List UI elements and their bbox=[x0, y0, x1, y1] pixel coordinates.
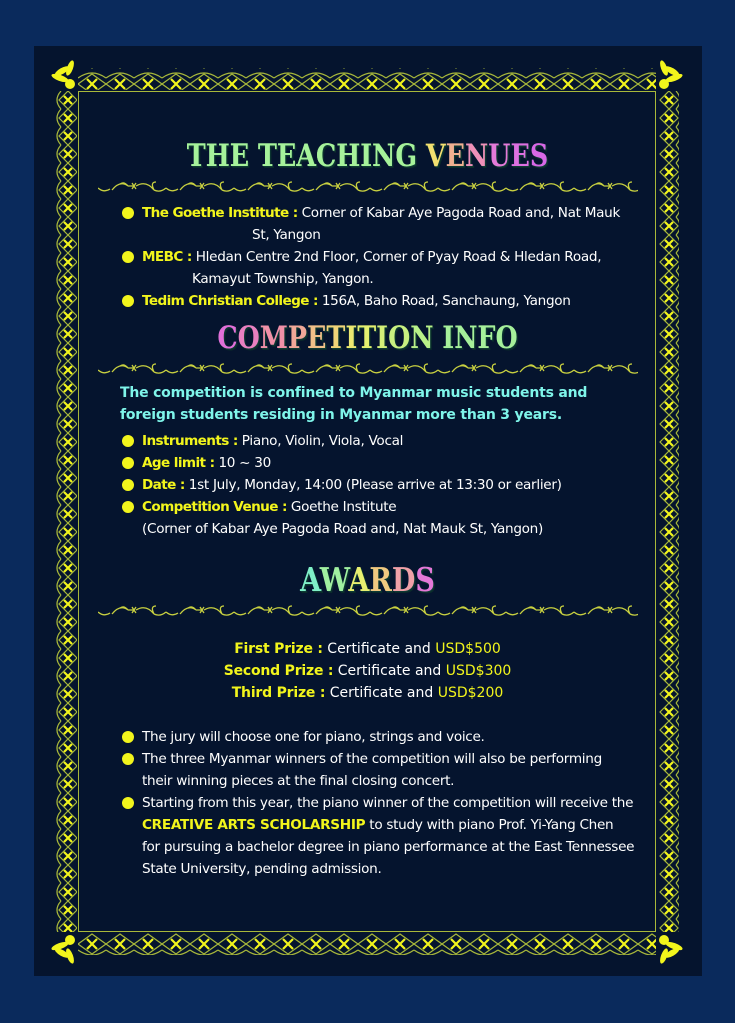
scholarship-highlight: CREATIVE ARTS SCHOLARSHIP bbox=[142, 817, 366, 833]
prize-row bbox=[90, 682, 645, 704]
bullet-dot-icon bbox=[122, 251, 134, 263]
flourish-path bbox=[98, 606, 638, 615]
top-chain-border bbox=[78, 68, 656, 90]
leaf-corner-ornament-icon bbox=[658, 59, 683, 89]
leaf-corner-ornament-icon bbox=[51, 59, 76, 89]
bullet-dot-icon bbox=[122, 501, 134, 513]
bullet-dot-icon bbox=[122, 457, 134, 469]
venue-text: 156A, Baho Road, Sanchaung, Yangon bbox=[317, 293, 571, 309]
flourish-path bbox=[98, 364, 638, 373]
prize-list bbox=[90, 638, 645, 704]
awards-notes bbox=[90, 726, 645, 880]
right-chain-border bbox=[657, 91, 679, 932]
note-text: The three Myanmar winners of the competition will also be performing their winning pieces at the final closing concert. bbox=[142, 751, 602, 789]
prize-amount: USD$200 bbox=[437, 685, 504, 701]
prize-amount: USD$300 bbox=[445, 663, 512, 679]
info-text-cont: (Corner of Kabar Aye Pagoda Road and, Nat Mauk St, Yangon) bbox=[142, 521, 544, 537]
info-label: Instruments : bbox=[142, 433, 238, 449]
info-label: Competition Venue : bbox=[142, 499, 287, 515]
list-item bbox=[120, 474, 645, 496]
bullet-dot-icon bbox=[122, 435, 134, 447]
prize-text: Certificate and bbox=[333, 663, 446, 679]
venue-label: MEBC : bbox=[142, 249, 192, 265]
list-item bbox=[120, 748, 635, 792]
list-item bbox=[120, 202, 645, 246]
prize-amount: USD$500 bbox=[435, 641, 501, 657]
prize-label: First Prize : bbox=[234, 641, 323, 657]
note-text: Starting from this year, the piano winner of the competition will receive the bbox=[142, 795, 634, 811]
info-label: Date : bbox=[142, 477, 185, 493]
competition-title bbox=[140, 318, 595, 358]
prize-text: Certificate and bbox=[322, 641, 436, 657]
leaf-corner-ornament-icon bbox=[51, 935, 76, 965]
prize-row bbox=[90, 638, 645, 660]
list-item bbox=[120, 792, 635, 880]
venue-text-cont: St, Yangon bbox=[252, 227, 321, 243]
left-chain-border bbox=[55, 91, 77, 932]
flourish-divider-icon bbox=[98, 360, 638, 376]
prize-label: Second Prize : bbox=[223, 663, 334, 679]
venues-title-part2: VENUES bbox=[425, 138, 549, 174]
bottom-chain-border bbox=[78, 933, 656, 955]
content bbox=[90, 100, 645, 880]
awards-title: AWARDS bbox=[300, 560, 435, 599]
competition-title-part1: COMPETITION bbox=[217, 320, 434, 356]
venues-section bbox=[90, 100, 645, 312]
info-text: Piano, Violin, Viola, Vocal bbox=[237, 433, 404, 449]
list-item bbox=[120, 246, 645, 290]
bullet-dot-icon bbox=[122, 731, 134, 743]
list-item bbox=[120, 430, 645, 452]
venue-label: Tedim Christian College : bbox=[142, 293, 318, 309]
flourish-divider-icon bbox=[98, 178, 638, 194]
info-text: 1st July, Monday, 14:00 (Please arrive at 13:30 or earlier) bbox=[184, 477, 562, 493]
prize-text: Certificate and bbox=[325, 685, 438, 701]
competition-intro: The competition is confined to Myanmar music students and foreign students residing in Myanmar more than 3 years. bbox=[120, 385, 588, 423]
venue-text: Corner of Kabar Aye Pagoda Road and, Nat Mauk bbox=[297, 205, 621, 221]
bullet-dot-icon bbox=[122, 753, 134, 765]
bullet-dot-icon bbox=[122, 797, 134, 809]
bullet-dot-icon bbox=[122, 295, 134, 307]
leaf-corner-ornament-icon bbox=[658, 935, 683, 965]
venues-list bbox=[90, 202, 645, 312]
venues-title-part1: THE TEACHING bbox=[186, 138, 426, 174]
competition-list bbox=[90, 430, 645, 540]
venue-text: Hledan Centre 2nd Floor, Corner of Pyay Road & Hledan Road, bbox=[191, 249, 602, 265]
bullet-dot-icon bbox=[122, 479, 134, 491]
info-text: 10 ~ 30 bbox=[214, 455, 271, 471]
venue-text-cont: Kamayut Township, Yangon. bbox=[192, 271, 374, 287]
bullet-dot-icon bbox=[122, 207, 134, 219]
venue-label: The Goethe Institute : bbox=[142, 205, 298, 221]
awards-section bbox=[90, 540, 645, 880]
flourish-path bbox=[98, 182, 638, 191]
info-text: Goethe Institute bbox=[286, 499, 397, 515]
list-item bbox=[120, 496, 645, 540]
prize-row bbox=[90, 660, 645, 682]
list-item bbox=[120, 726, 635, 748]
competition-section bbox=[90, 312, 645, 540]
venues-title bbox=[140, 136, 595, 176]
list-item bbox=[120, 452, 645, 474]
prize-label: Third Prize : bbox=[231, 685, 326, 701]
flourish-divider-icon bbox=[98, 602, 638, 618]
competition-title-part2: INFO bbox=[433, 320, 518, 356]
note-text-cont: to study with piano Prof. Yi-Yang Chen for pursuing a bachelor degree in piano performance at the East Tennessee State University, pending admission. bbox=[142, 817, 635, 877]
info-label: Age limit : bbox=[142, 455, 215, 471]
list-item bbox=[120, 290, 645, 312]
note-text: The jury will choose one for piano, strings and voice. bbox=[142, 729, 485, 745]
